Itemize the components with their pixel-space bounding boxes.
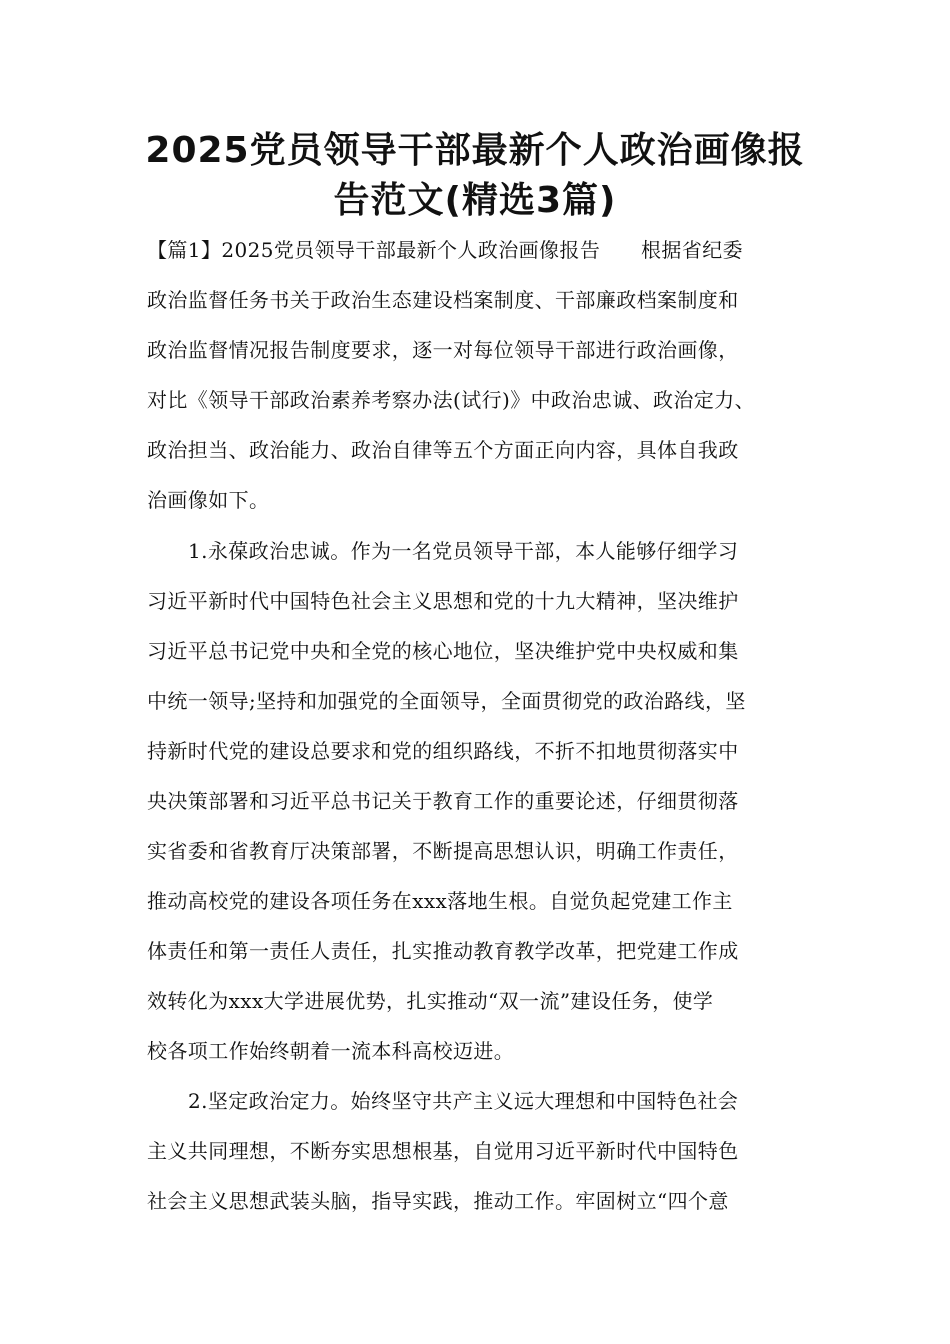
body-text-line: 中统一领导;坚持和加强党的全面领导，全面贯彻党的政治路线，坚 (147, 689, 746, 713)
body-text-line: 政治监督任务书关于政治生态建设档案制度、干部廉政档案制度和 (147, 288, 739, 312)
body-text-line: 【篇1】2025党员领导干部最新个人政治画像报告 根据省纪委 (147, 238, 744, 262)
document-title-line-2: 告范文(精选3篇) (333, 180, 617, 221)
body-text-line: 体责任和第一责任人责任，扎实推动教育教学改革，把党建工作成 (147, 939, 739, 963)
body-text-line: 推动高校党的建设各项任务在xxx落地生根。自觉负起党建工作主 (147, 889, 733, 913)
body-text-line: 实省委和省教育厅决策部署，不断提高思想认识，明确工作责任， (147, 839, 739, 863)
body-text-line: 2.坚定政治定力。始终坚守共产主义远大理想和中国特色社会 (188, 1089, 739, 1113)
body-text-line: 习近平新时代中国特色社会主义思想和党的十九大精神，坚决维护 (147, 589, 739, 613)
document-title-line-1: 2025党员领导干部最新个人政治画像报 (145, 130, 805, 171)
body-text-line: 校各项工作始终朝着一流本科高校迈进。 (147, 1039, 515, 1063)
body-text-line: 对比《领导干部政治素养考察办法(试行)》中政治忠诚、政治定力、 (147, 388, 756, 412)
body-text-line: 习近平总书记党中央和全党的核心地位，坚决维护党中央权威和集 (147, 639, 739, 663)
body-text-line: 央决策部署和习近平总书记关于教育工作的重要论述，仔细贯彻落 (147, 789, 739, 813)
body-text-line: 政治担当、政治能力、政治自律等五个方面正向内容，具体自我政 (147, 438, 739, 462)
body-text-line: 效转化为xxx大学进展优势，扎实推动“双一流”建设任务，使学 (147, 989, 714, 1013)
body-text-line: 治画像如下。 (147, 488, 270, 512)
body-text-line: 社会主义思想武装头脑，指导实践，推动工作。牢固树立“四个意 (147, 1189, 729, 1213)
body-text-line: 政治监督情况报告制度要求，逐一对每位领导干部进行政治画像， (147, 338, 739, 362)
body-text-line: 持新时代党的建设总要求和党的组织路线，不折不扣地贯彻落实中 (147, 739, 739, 763)
body-text-line: 1.永葆政治忠诚。作为一名党员领导干部，本人能够仔细学习 (188, 539, 739, 563)
body-text-line: 主义共同理想，不断夯实思想根基，自觉用习近平新时代中国特色 (147, 1139, 739, 1163)
